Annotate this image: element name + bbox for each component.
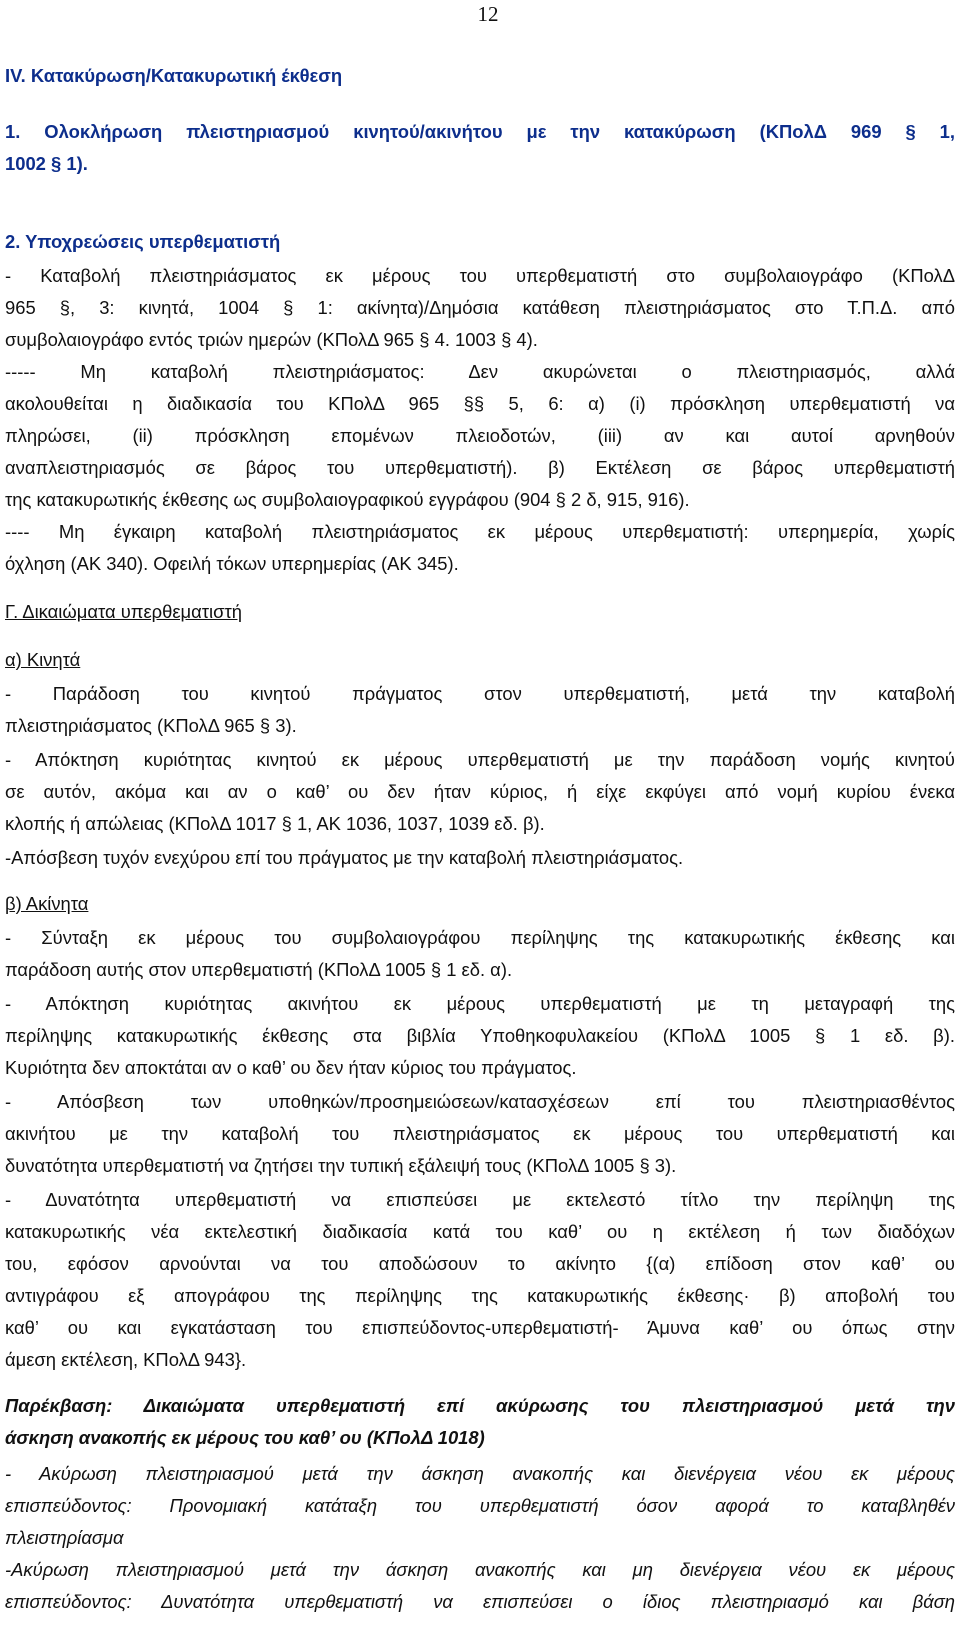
text-line: - Ακύρωση πλειστηριασμού μετά την άσκηση ανακοπής και διενέργεια νέου εκ μέρους [5,1463,955,1484]
text-line: της κατακυρωτικής έκθεσης ως συμβολαιογραφικού εγγράφου (904 § 2 δ, 915, 916). [5,489,690,510]
subsection-heading: β) Ακίνητα [5,893,89,914]
text-line: 2. Υποχρεώσεις υπερθεματιστή [5,231,281,252]
text-line: ---- Μη έγκαιρη καταβολή πλειστηριάσματος εκ μέρους υπερθεματιστή: υπερημερία, χωρίς [5,521,955,542]
text-line: - Απόσβεση των υποθηκών/προσημειώσεων/κατασχέσεων επί του πλειστηριασθέντος [5,1091,955,1112]
text-line: -Ακύρωση πλειστηριασμού μετά την άσκηση ανακοπής και μη διενέργεια νέου εκ μέρους [5,1559,955,1580]
text-line: αναπλειστηριασμός σε βάρος του υπερθεματιστή). β) Εκτέλεση σε βάρος υπερθεματιστή [5,457,955,478]
text-line: κλοπής ή απώλειας (ΚΠολΔ 1017 § 1, ΑΚ 1036, 1037, 1039 εδ. β). [5,813,545,834]
text-line: επισπεύδοντος: Δυνατότητα υπερθεματιστή να επισπεύσει ο ίδιος πλειστηριασμό και βάση [5,1591,955,1612]
text-line: του, εφόσον αρνούνται να του αποδώσουν το ακίνητο {(α) επίδοση στον καθ’ ου [5,1253,955,1274]
text-line: - Παράδοση του κινητού πράγματος στον υπερθεματιστή, μετά την καταβολή [5,683,955,704]
text-line: Παρέκβαση: Δικαιώματα υπερθεματιστή επί ακύρωσης του πλειστηριασμού μετά την [5,1395,955,1416]
text-line: άσκηση ανακοπής εκ μέρους του καθ’ ου (ΚΠολΔ 1018) [5,1427,485,1448]
text-line: όχληση (ΑΚ 340). Οφειλή τόκων υπερημερίας (ΑΚ 345). [5,553,459,574]
text-line: -Απόσβεση τυχόν ενεχύρου επί του πράγματος με την καταβολή πλειστηριάσματος. [5,847,684,868]
page-number: 12 [477,2,499,26]
text-line: κατακυρωτικής νέα εκτελεστική διαδικασία κατά του καθ’ ου η εκτέλεση ή των διαδόχων [5,1221,955,1242]
text-line: ----- Μη καταβολή πλειστηριάσματος: Δεν ακυρώνεται ο πλειστηριασμός, αλλά [5,361,955,382]
text-line: σε αυτόν, ακόμα και αν ο καθ’ ου δεν ήταν κύριος, ή είχε εκφύγει από νομή κυρίου ένεκα [5,781,955,802]
text-line: - Καταβολή πλειστηριάσματος εκ μέρους του υπερθεματιστή στο συμβολαιογράφο (ΚΠολΔ [5,265,955,286]
text-line: άμεση εκτέλεση, ΚΠολΔ 943}. [5,1349,247,1370]
text-line: - Απόκτηση κυριότητας ακινήτου εκ μέρους υπερθεματιστή με τη μεταγραφή της [5,993,955,1014]
text-line: ακινήτου με την καταβολή του πλειστηριάσματος εκ μέρους του υπερθεματιστή και [5,1123,955,1144]
text-line: πλειστηρίασμα [5,1527,124,1548]
text-line: περίληψης κατακυρωτικής έκθεσης στα βιβλία Υποθηκοφυλακείου (ΚΠολΔ 1005 § 1 εδ. β). [5,1025,955,1046]
text-line: πλειστηριάσματος (ΚΠολΔ 965 § 3). [5,715,297,736]
subsection-heading: Γ. Δικαιώματα υπερθεματιστή [5,601,242,622]
text-line: ακολουθείται η διαδικασία του ΚΠολΔ 965 §§ 5, 6: α) (i) πρόσκληση υπερθεματιστή να [5,393,955,414]
text-line: Κυριότητα δεν αποκτάται αν ο καθ’ ου δεν ήταν κύριος του πράγματος. [5,1057,577,1078]
text-line: επισπεύδοντος: Προνομιακή κατάταξη του υπερθεματιστή όσον αφορά το καταβληθέν [5,1495,955,1516]
section-heading: IV. Κατακύρωση/Κατακυρωτική έκθεση [5,65,343,86]
text-line: 1002 § 1). [5,153,88,174]
text-line: καθ’ ου και εγκατάσταση του επισπεύδοντος-υπερθεματιστή- Άμυνα καθ’ ου όπως στην [5,1317,955,1338]
text-line: παράδοση αυτής στον υπερθεματιστή (ΚΠολΔ 1005 § 1 εδ. α). [5,959,513,980]
text-line: - Απόκτηση κυριότητας κινητού εκ μέρους υπερθεματιστή με την παράδοση νομής κινητού [5,749,955,770]
text-line: πληρώσει, (ii) πρόσκληση επομένων πλειοδοτών, (iii) αν και αυτοί αρνηθούν [5,425,955,446]
subsection-heading: α) Κινητά [5,649,81,670]
text-line: 1. Ολοκλήρωση πλειστηριασμού κινητού/ακινήτου με την κατακύρωση (ΚΠολΔ 969 § 1, [5,121,955,142]
text-line: - Δυνατότητα υπερθεματιστή να επισπεύσει με εκτελεστό τίτλο την περίληψη της [5,1189,955,1210]
text-line: - Σύνταξη εκ μέρους του συμβολαιογράφου περίληψης της κατακυρωτικής έκθεσης και [5,927,955,948]
text-line: συμβολαιογράφο εντός τριών ημερών (ΚΠολΔ 965 § 4. 1003 § 4). [5,329,538,350]
text-line: αντιγράφου εξ απογράφου της περίληψης της κατακυρωτικής έκθεσης· β) αποβολή του [5,1285,955,1306]
text-line: 965 §, 3: κινητά, 1004 § 1: ακίνητα)/Δημόσια κατάθεση πλειστηριάσματος στο Τ.Π.Δ. από [5,297,955,318]
text-line: δυνατότητα υπερθεματιστή να ζητήσει την τυπική εξάλειψή τους (ΚΠολΔ 1005 § 3). [5,1155,677,1176]
